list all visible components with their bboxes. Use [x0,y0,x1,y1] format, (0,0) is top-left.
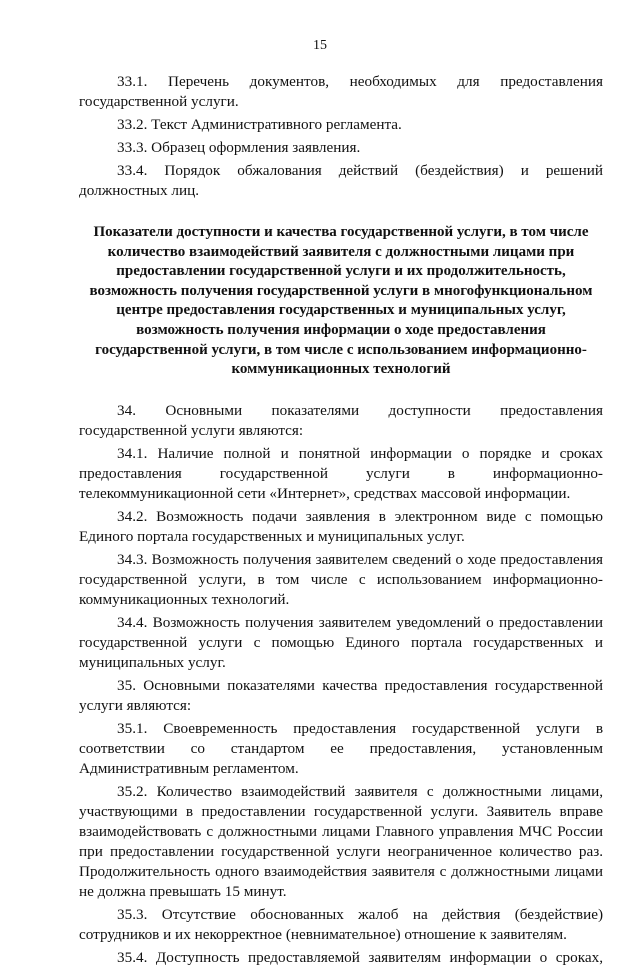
list-item-33-2: 33.2. Текст Административного регламента. [117,116,402,133]
list-item-33-1: 33.1. Перечень документов, необходимых для предоставления государственной услуги. [79,73,603,110]
paragraph-34-1: 34.1. Наличие полной и понятной информации о порядке и сроках предоставления государственной услуги в информационно-телекоммуникационной сети «Интернет», средствах массовой информации. [79,444,603,502]
paragraph-35: 35. Основными показателями качества предоставления государственной услуги являются: [79,676,603,714]
page-number: 15 [313,38,327,53]
list-item-33-4: 33.4. Порядок обжалования действий (бездействия) и решений должностных лиц. [79,162,603,199]
paragraph-34-4: 34.4. Возможность получения заявителем уведомлений о предоставлении государственной услуги с помощью Единого портала государственных и муниципальных услуг. [79,613,603,671]
paragraph-34-2: 34.2. Возможность подачи заявления в электронном виде с помощью Единого портала государственных и муниципальных услуг. [79,507,603,545]
paragraph-34-3: 34.3. Возможность получения заявителем сведений о ходе предоставления государственной услуги, в том числе с использованием информационно-коммуникационных технологий. [79,550,603,608]
paragraph-35-3: 35.3. Отсутствие обоснованных жалоб на действия (бездействие) сотрудников и их некорректное (невнимательное) отношение к заявителям. [79,905,603,943]
section-heading: Показатели доступности и качества государственной услуги, в том числе количество взаимодействий заявителя с должностными лицами при предоставлении государственной услуги и их продолжительность, возможность получения государственной услуги в многофункциональном центре предоставления государственных и муниципальных услуг, возможность получения информации о ходе предоставления государственной услуги, в том числе с использованием информационно-коммуникационных технологий [89,224,593,378]
paragraph-35-2: 35.2. Количество взаимодействий заявителя с должностными лицами, участвующими в предоставлении государственной услуги. Заявитель вправе взаимодействовать с должностными лицами Главного управления МЧС России при предоставлении государственной услуги неограниченное количество раз. Продолжительность одного взаимодействия заявителя с должностными лицами не должна превышать 15 минут. [79,782,603,900]
paragraph-35-1: 35.1. Своевременность предоставления государственной услуги в соответствии со стандартом ее предоставления, установленным Административным регламентом. [79,719,603,777]
paragraph-35-4: 35.4. Доступность предоставляемой заявителям информации о сроках, [117,948,603,966]
list-item-33-3: 33.3. Образец оформления заявления. [117,139,361,156]
document-body [79,72,603,971]
paragraph-34: 34. Основными показателями доступности предоставления государственной услуги являются: [79,401,603,439]
